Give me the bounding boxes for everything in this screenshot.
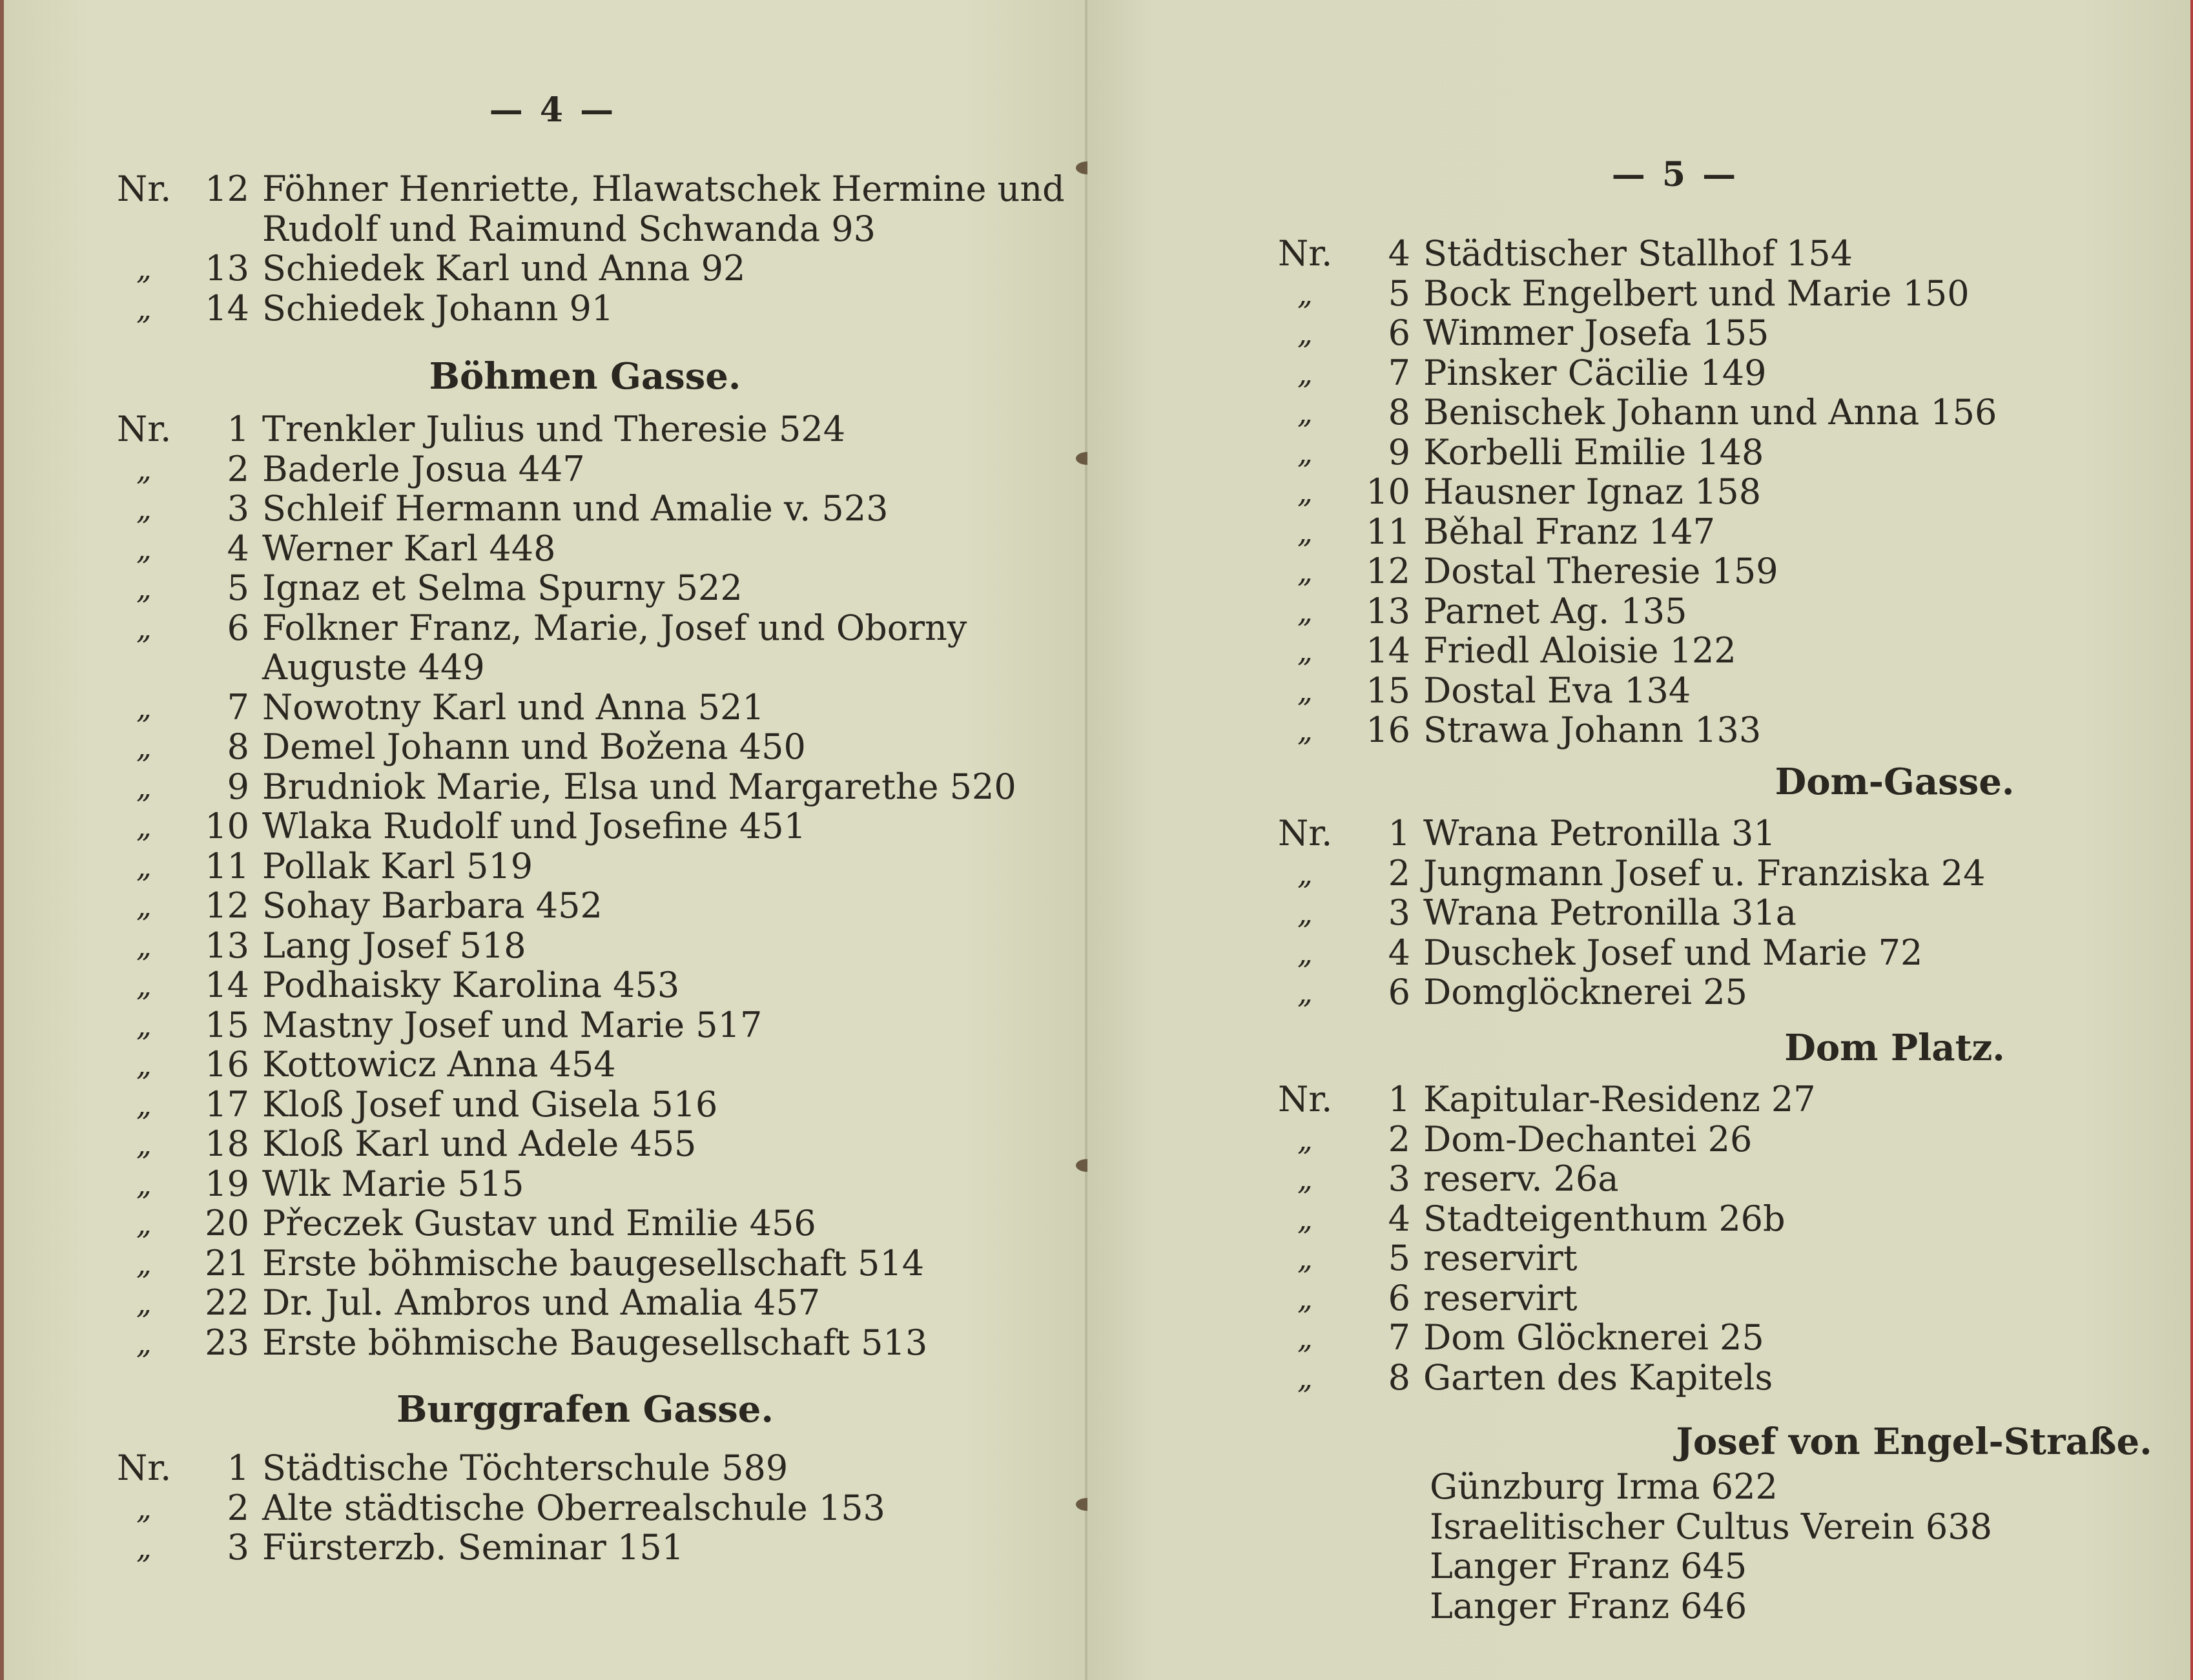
ditto-mark: „ bbox=[1297, 1122, 1313, 1157]
entry-text: Schiedek Johann 91 bbox=[262, 287, 614, 329]
entry-text: Dr. Jul. Ambros und Amalia 457 bbox=[262, 1282, 821, 1323]
ditto-mark: „ bbox=[136, 1530, 152, 1565]
house-number: 12 bbox=[1366, 551, 1410, 591]
entry-text: Kapitular-Residenz 27 bbox=[1423, 1079, 1816, 1120]
house-number: 14 bbox=[1366, 630, 1410, 671]
house-number: 6 bbox=[1388, 312, 1410, 353]
house-number: 5 bbox=[227, 568, 249, 608]
ditto-mark: „ bbox=[136, 1007, 152, 1043]
entry-text: Pollak Karl 519 bbox=[262, 845, 533, 886]
house-number: 4 bbox=[227, 528, 249, 569]
ditto-mark: „ bbox=[136, 531, 152, 566]
entry-text: Bock Engelbert und Marie 150 bbox=[1423, 272, 1970, 314]
house-number: 16 bbox=[205, 1044, 249, 1085]
street-heading: Josef von Engel-Straße. bbox=[1676, 1420, 2152, 1463]
entry-text: Fürsterzb. Seminar 151 bbox=[262, 1527, 685, 1568]
house-number: 2 bbox=[1388, 1118, 1410, 1160]
nr-label: Nr. bbox=[1278, 233, 1333, 274]
entry-text: Alte städtische Oberrealschule 153 bbox=[262, 1487, 885, 1528]
house-number: 7 bbox=[1388, 1317, 1410, 1358]
entry-text: Lang Josef 518 bbox=[262, 925, 526, 966]
entry-text: Dostal Eva 134 bbox=[1423, 670, 1691, 711]
house-number: 4 bbox=[1388, 932, 1410, 973]
house-number: 18 bbox=[205, 1123, 249, 1164]
entry-text: Städtischer Stallhof 154 bbox=[1423, 233, 1853, 274]
house-number: 23 bbox=[205, 1322, 249, 1363]
entry-text: Föhner Henriette, Hlawatschek Hermine und bbox=[262, 169, 1065, 209]
house-number: 10 bbox=[1366, 471, 1410, 512]
house-number: 22 bbox=[205, 1282, 249, 1323]
house-number: 12 bbox=[205, 169, 249, 209]
ditto-mark: „ bbox=[1297, 1162, 1313, 1196]
ditto-mark: „ bbox=[1297, 435, 1313, 470]
house-number: 6 bbox=[1388, 972, 1410, 1012]
entry-text: Werner Karl 448 bbox=[262, 528, 556, 569]
house-number: 8 bbox=[1388, 392, 1410, 433]
house-number: 15 bbox=[205, 1004, 249, 1045]
entry-text: Dom Glöcknerei 25 bbox=[1423, 1317, 1764, 1358]
entry-text: Wlaka Rudolf und Josefine 451 bbox=[262, 806, 807, 846]
entry-text: Langer Franz 645 bbox=[1430, 1546, 1747, 1586]
entry-text: Korbelli Emilie 148 bbox=[1423, 431, 1764, 473]
ditto-mark: „ bbox=[136, 571, 152, 606]
ditto-mark: „ bbox=[136, 610, 152, 646]
ditto-mark: „ bbox=[1297, 713, 1313, 748]
house-number: 5 bbox=[1388, 272, 1410, 314]
house-number: 8 bbox=[227, 726, 249, 767]
entry-text: Demel Johann und Božena 450 bbox=[262, 726, 806, 767]
right-entries bbox=[1087, 0, 2190, 1680]
house-number: 2 bbox=[1388, 852, 1410, 894]
entry-text: Kloß Josef und Gisela 516 bbox=[262, 1083, 718, 1125]
house-number: 3 bbox=[1388, 1158, 1410, 1199]
house-number: 6 bbox=[227, 607, 249, 648]
ditto-mark: „ bbox=[1297, 1360, 1313, 1395]
entry-text: Wrana Petronilla 31 bbox=[1423, 813, 1776, 854]
entry-text: Sohay Barbara 452 bbox=[262, 885, 602, 926]
house-number: 19 bbox=[205, 1163, 249, 1204]
ditto-mark: „ bbox=[1297, 316, 1313, 351]
entry-text: Parnet Ag. 135 bbox=[1423, 590, 1687, 631]
ditto-mark: „ bbox=[136, 1166, 152, 1202]
ditto-mark: „ bbox=[1297, 855, 1313, 891]
left-page bbox=[0, 0, 1091, 1680]
house-number: 3 bbox=[227, 1527, 249, 1568]
nr-label: Nr. bbox=[1278, 1079, 1333, 1120]
entry-text: reservirt bbox=[1423, 1238, 1578, 1278]
entry-text: Günzburg Irma 622 bbox=[1430, 1466, 1778, 1507]
ditto-mark: „ bbox=[136, 848, 152, 884]
house-number: 10 bbox=[205, 806, 249, 846]
entry-text: Dostal Theresie 159 bbox=[1423, 551, 1778, 591]
ditto-mark: „ bbox=[1297, 633, 1313, 668]
ditto-mark: „ bbox=[1297, 673, 1313, 708]
left-entries bbox=[4, 0, 1091, 1680]
ditto-mark: „ bbox=[136, 690, 152, 725]
ditto-mark: „ bbox=[1297, 1280, 1313, 1316]
entry-text: Strawa Johann 133 bbox=[1423, 710, 1762, 750]
entry-text: Erste böhmische baugesellschaft 514 bbox=[262, 1242, 925, 1284]
entry-text: Nowotny Karl und Anna 521 bbox=[262, 686, 765, 728]
house-number: 7 bbox=[227, 686, 249, 728]
ditto-mark: „ bbox=[136, 928, 152, 963]
ditto-mark: „ bbox=[136, 451, 152, 487]
entry-text: Domglöcknerei 25 bbox=[1423, 972, 1747, 1012]
entry-text: Garten des Kapitels bbox=[1423, 1357, 1773, 1398]
house-number: 2 bbox=[227, 1487, 249, 1528]
house-number: 11 bbox=[205, 845, 249, 886]
ditto-mark: „ bbox=[136, 1286, 152, 1320]
house-number: 4 bbox=[1388, 233, 1410, 274]
ditto-mark: „ bbox=[136, 1206, 152, 1241]
house-number: 1 bbox=[227, 1448, 249, 1488]
house-number: 8 bbox=[1388, 1357, 1410, 1398]
page-number-right: — 5 — bbox=[1611, 155, 1739, 194]
house-number: 1 bbox=[1388, 1079, 1410, 1120]
ditto-mark: „ bbox=[1297, 395, 1313, 430]
right-page bbox=[1087, 0, 2193, 1680]
ditto-mark: „ bbox=[1297, 935, 1313, 970]
ditto-mark: „ bbox=[1297, 276, 1313, 311]
entry-text: Kloß Karl und Adele 455 bbox=[262, 1123, 697, 1164]
entry-text: Ignaz et Selma Spurny 522 bbox=[262, 568, 743, 608]
ditto-mark: „ bbox=[1297, 1320, 1313, 1355]
entry-text: Benischek Johann und Anna 156 bbox=[1423, 392, 1997, 433]
entry-text: Stadteigenthum 26b bbox=[1423, 1198, 1786, 1239]
house-number: 13 bbox=[205, 925, 249, 966]
house-number: 16 bbox=[1366, 710, 1410, 750]
entry-text: Erste böhmische Baugesellschaft 513 bbox=[262, 1322, 928, 1363]
ditto-mark: „ bbox=[1297, 896, 1313, 930]
street-heading: Dom Platz. bbox=[1784, 1027, 2005, 1069]
entry-text: Duschek Josef und Marie 72 bbox=[1423, 932, 1923, 973]
entry-text: Auguste 449 bbox=[262, 647, 485, 688]
ditto-mark: „ bbox=[1297, 1201, 1313, 1236]
house-number: 1 bbox=[227, 409, 249, 449]
house-number: 2 bbox=[227, 448, 249, 489]
ditto-mark: „ bbox=[136, 1245, 152, 1281]
entry-text: Schiedek Karl und Anna 92 bbox=[262, 248, 746, 289]
entry-text: Podhaisky Karolina 453 bbox=[262, 965, 680, 1005]
house-number: 14 bbox=[205, 965, 249, 1005]
entry-text: Kottowicz Anna 454 bbox=[262, 1044, 616, 1085]
entry-text: Wimmer Josefa 155 bbox=[1423, 312, 1769, 353]
entry-text: reserv. 26a bbox=[1423, 1158, 1619, 1199]
ditto-mark: „ bbox=[136, 1087, 152, 1122]
entry-text: Hausner Ignaz 158 bbox=[1423, 471, 1762, 512]
entry-text: Rudolf und Raimund Schwanda 93 bbox=[262, 208, 876, 249]
ditto-mark: „ bbox=[1297, 975, 1313, 1010]
entry-text: Wlk Marie 515 bbox=[262, 1163, 524, 1204]
street-heading: Dom-Gasse. bbox=[1775, 761, 2015, 803]
house-number: 20 bbox=[205, 1203, 249, 1244]
ditto-mark: „ bbox=[136, 730, 152, 764]
nr-label: Nr. bbox=[117, 409, 172, 449]
entry-text: reservirt bbox=[1423, 1277, 1578, 1318]
entry-text: Pinsker Cäcilie 149 bbox=[1423, 352, 1767, 393]
entry-text: Israelitischer Cultus Verein 638 bbox=[1430, 1506, 1992, 1547]
entry-text: Wrana Petronilla 31a bbox=[1423, 892, 1797, 933]
ditto-mark: „ bbox=[136, 1127, 152, 1162]
nr-label: Nr. bbox=[117, 169, 172, 209]
entry-text: Folkner Franz, Marie, Josef und Oborny bbox=[262, 607, 967, 648]
ditto-mark: „ bbox=[136, 769, 152, 804]
house-number: 6 bbox=[1388, 1277, 1410, 1318]
entry-text: Friedl Aloisie 122 bbox=[1423, 630, 1736, 671]
ditto-mark: „ bbox=[136, 888, 152, 923]
entry-text: Jungmann Josef u. Franziska 24 bbox=[1423, 852, 1986, 894]
entry-text: Přeczek Gustav und Emilie 456 bbox=[262, 1203, 816, 1244]
ditto-mark: „ bbox=[136, 968, 152, 1003]
nr-label: Nr. bbox=[117, 1448, 172, 1488]
house-number: 11 bbox=[1366, 511, 1410, 552]
house-number: 7 bbox=[1388, 352, 1410, 393]
ditto-mark: „ bbox=[136, 251, 152, 286]
entry-text: Langer Franz 646 bbox=[1430, 1585, 1747, 1626]
entry-text: Dom-Dechantei 26 bbox=[1423, 1118, 1753, 1160]
house-number: 13 bbox=[1366, 590, 1410, 631]
ditto-mark: „ bbox=[1297, 355, 1313, 391]
house-number: 13 bbox=[205, 248, 249, 289]
ditto-mark: „ bbox=[136, 1047, 152, 1082]
house-number: 1 bbox=[1388, 813, 1410, 854]
nr-label: Nr. bbox=[1278, 813, 1333, 854]
entry-text: Baderle Josua 447 bbox=[262, 448, 585, 489]
house-number: 15 bbox=[1366, 670, 1410, 711]
ditto-mark: „ bbox=[136, 1490, 152, 1526]
entry-text: Trenkler Julius und Theresie 524 bbox=[262, 409, 846, 449]
entry-text: Mastny Josef und Marie 517 bbox=[262, 1004, 763, 1045]
ditto-mark: „ bbox=[1297, 593, 1313, 629]
house-number: 9 bbox=[1388, 431, 1410, 473]
entry-text: Brudniok Marie, Elsa und Margarethe 520 bbox=[262, 766, 1016, 807]
house-number: 12 bbox=[205, 885, 249, 926]
house-number: 4 bbox=[1388, 1198, 1410, 1239]
house-number: 3 bbox=[227, 488, 249, 529]
street-heading: Böhmen Gasse. bbox=[429, 355, 741, 398]
house-number: 9 bbox=[227, 766, 249, 807]
house-number: 21 bbox=[205, 1242, 249, 1284]
ditto-mark: „ bbox=[1297, 514, 1313, 549]
entry-text: Schleif Hermann und Amalie v. 523 bbox=[262, 488, 889, 529]
street-heading: Burggrafen Gasse. bbox=[396, 1388, 774, 1431]
ditto-mark: „ bbox=[136, 491, 152, 526]
entry-text: Běhal Franz 147 bbox=[1423, 511, 1715, 552]
ditto-mark: „ bbox=[136, 809, 152, 844]
entry-text: Städtische Töchterschule 589 bbox=[262, 1448, 788, 1488]
house-number: 14 bbox=[205, 287, 249, 329]
page-number-left: — 4 — bbox=[489, 90, 617, 130]
house-number: 3 bbox=[1388, 892, 1410, 933]
ditto-mark: „ bbox=[1297, 1241, 1313, 1276]
ditto-mark: „ bbox=[1297, 554, 1313, 589]
ditto-mark: „ bbox=[1297, 475, 1313, 509]
ditto-mark: „ bbox=[136, 291, 152, 326]
ditto-mark: „ bbox=[136, 1325, 152, 1360]
house-number: 5 bbox=[1388, 1238, 1410, 1278]
house-number: 17 bbox=[205, 1083, 249, 1125]
